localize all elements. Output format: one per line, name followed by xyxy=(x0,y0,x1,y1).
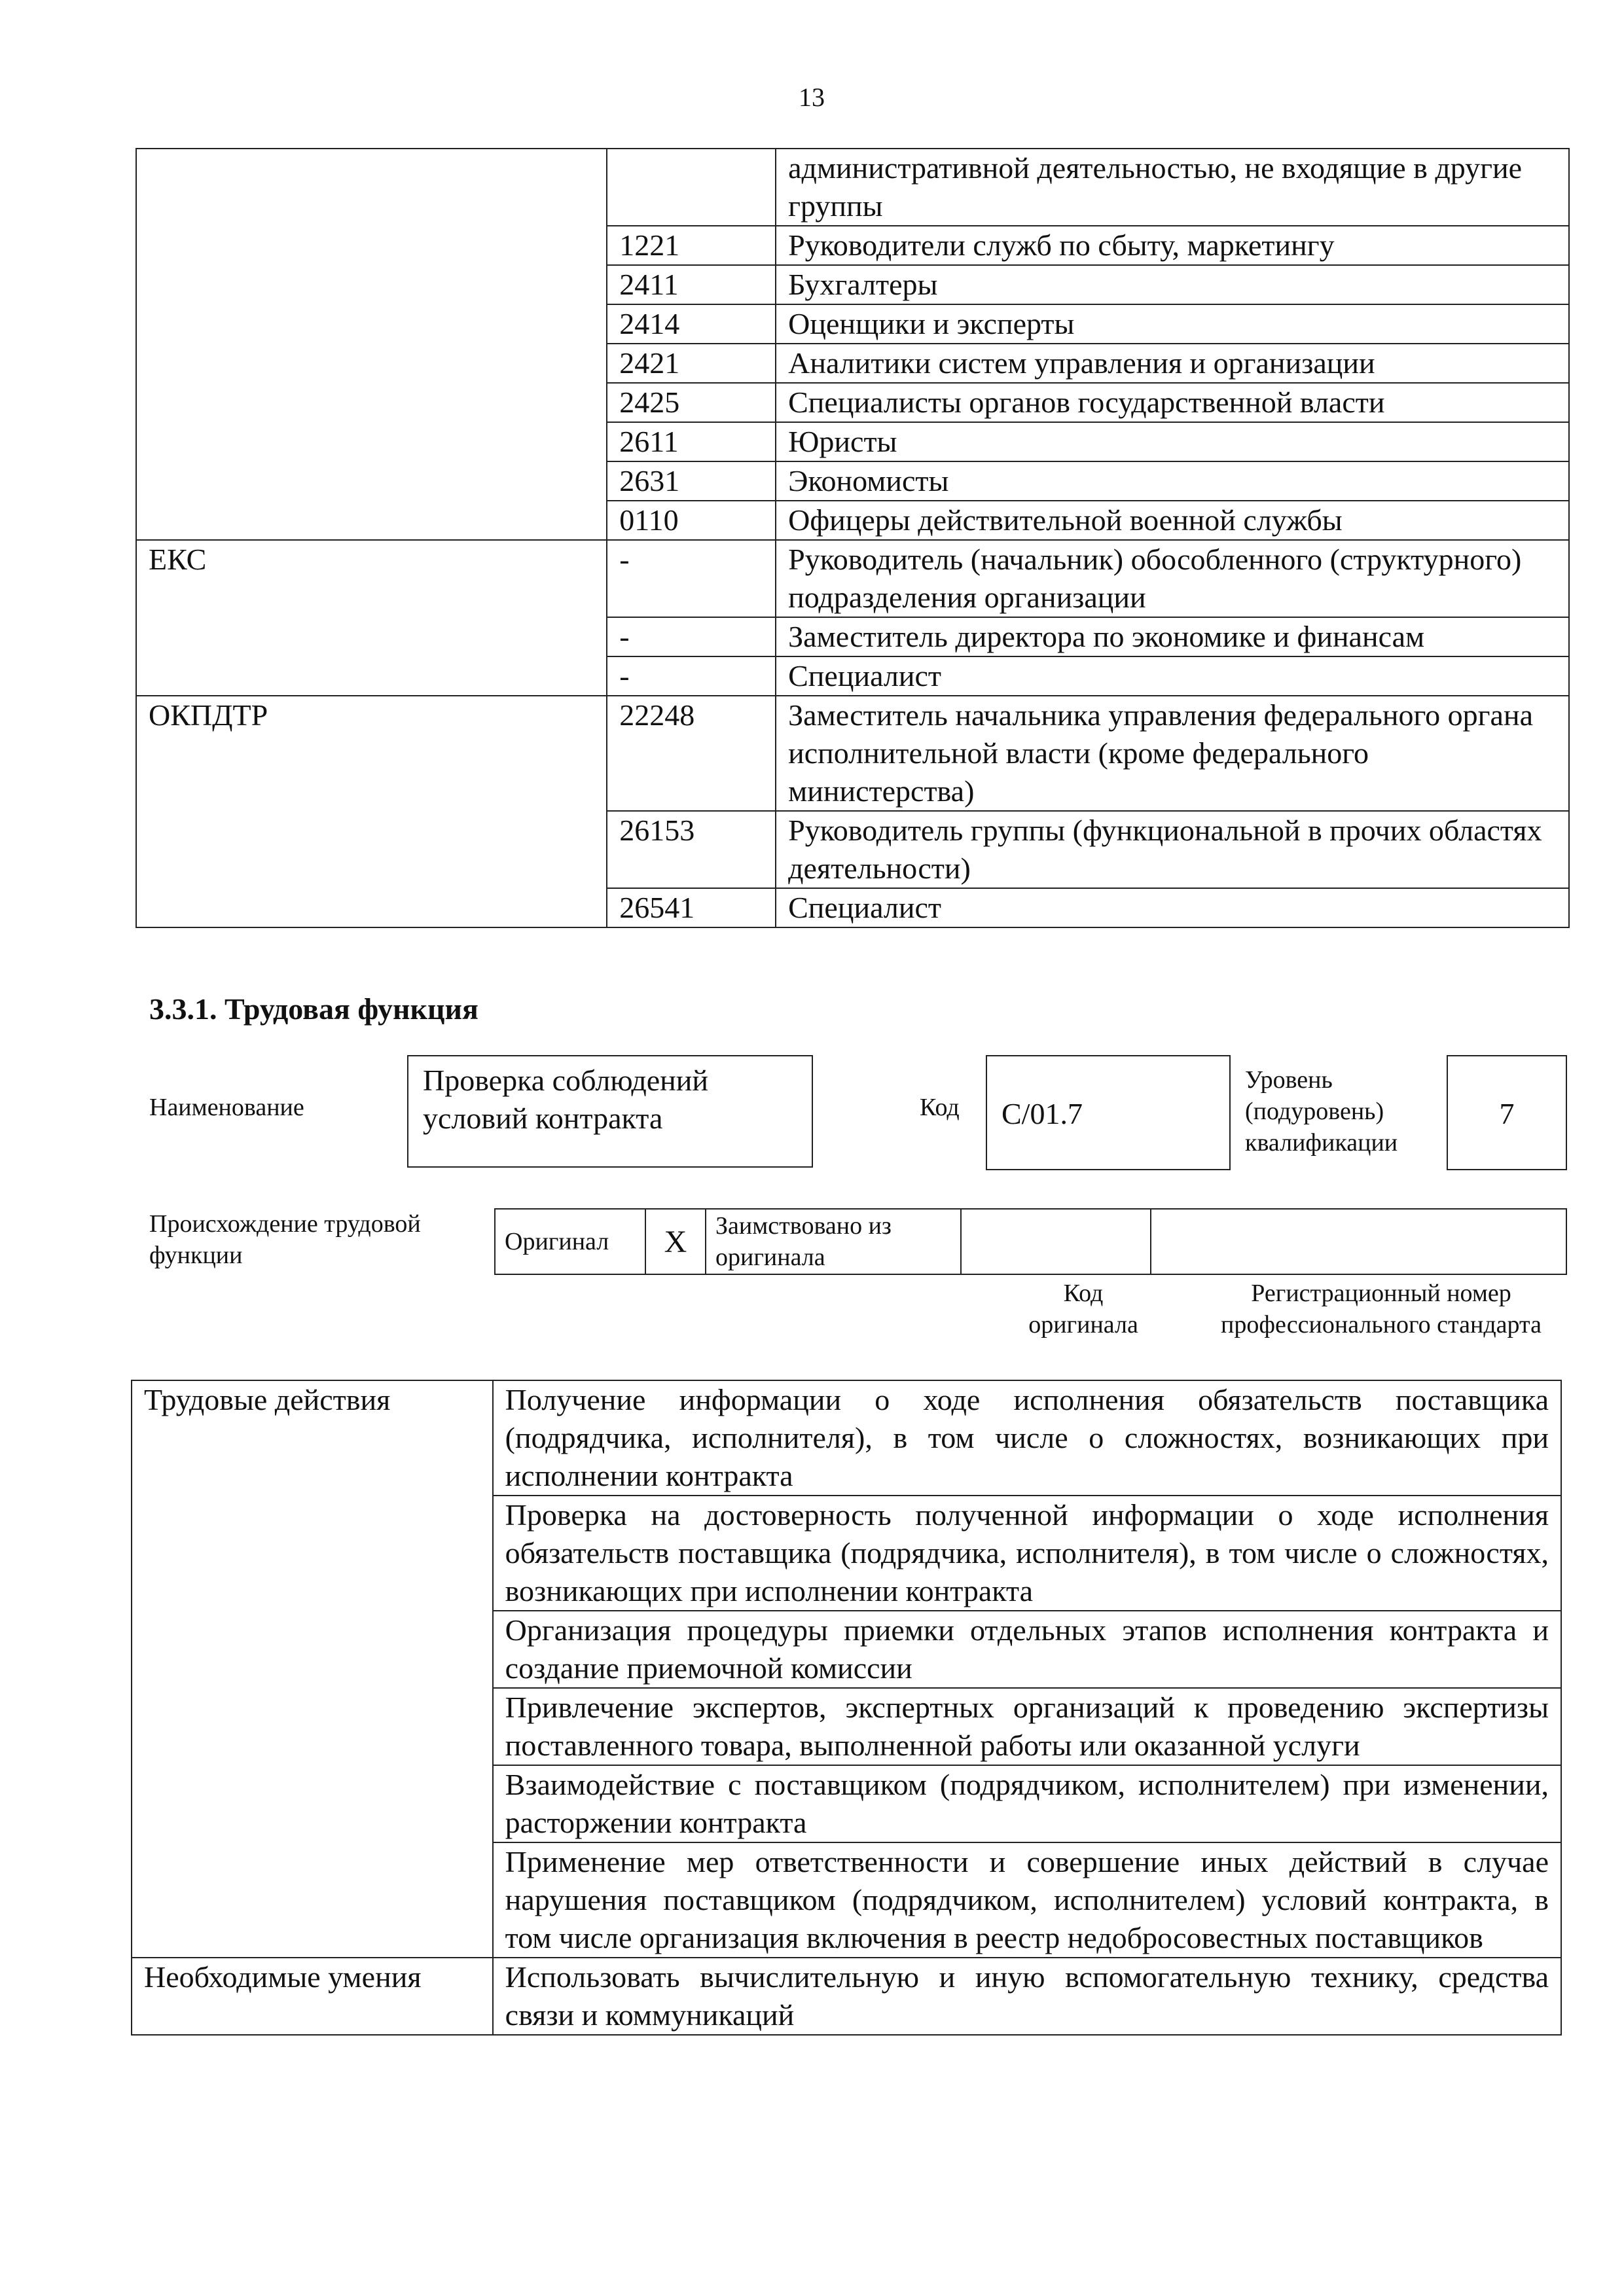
original-code-caption xyxy=(1018,1278,1149,1340)
borrowed-label-line: оригинала xyxy=(715,1244,825,1271)
name-label: Наименование xyxy=(149,1094,304,1121)
code-value-box: C/01.7 xyxy=(986,1055,1231,1170)
action-item: Получение информации о ходе исполнения обязательств поставщика (подрядчика, исполнителя), в том числе о сложностях, возникающих при исполнении контракта xyxy=(493,1380,1561,1496)
name-cell: Руководитель (начальник) обособленного (структурного) подразделения организации xyxy=(776,540,1569,617)
code-cell xyxy=(607,149,776,226)
category-cell: ОКПДТР xyxy=(136,696,607,927)
registration-number-caption xyxy=(1198,1278,1564,1340)
skill-item: Использовать вычислительную и иную вспомогательную технику, средства связи и коммуникаций xyxy=(493,1958,1561,2035)
code-cell: 2421 xyxy=(607,344,776,383)
name-cell: Юристы xyxy=(776,422,1569,461)
borrowed-label xyxy=(706,1209,961,1274)
level-label xyxy=(1245,1064,1398,1158)
origin-label xyxy=(149,1208,421,1271)
name-cell: Оценщики и эксперты xyxy=(776,304,1569,344)
page-number: 13 xyxy=(799,82,825,112)
action-item: Проверка на достоверность полученной информации о ходе исполнения обязательств поставщика (подрядчика, исполнителя), в том числе о сложностях, возникающих при исполнении контракта xyxy=(493,1496,1561,1611)
origin-table xyxy=(494,1208,1567,1275)
level-label-line: Уровень xyxy=(1245,1066,1333,1094)
origin-label-line: Происхождение трудовой xyxy=(149,1210,421,1238)
name-cell: Экономисты xyxy=(776,461,1569,501)
name-cell: Заместитель начальника управления федерального органа исполнительной власти (кроме федерального министерства) xyxy=(776,696,1569,811)
name-cell: Специалист xyxy=(776,888,1569,927)
action-item: Привлечение экспертов, экспертных организаций к проведению экспертизы поставленного товара, выполненной работы или оказанной услуги xyxy=(493,1688,1561,1765)
name-value-box: Проверка соблюдений условий контракта xyxy=(407,1055,813,1168)
table-row xyxy=(136,696,1569,811)
category-cell: ЕКС xyxy=(136,540,607,696)
code-cell: 1221 xyxy=(607,226,776,265)
code-cell: 2414 xyxy=(607,304,776,344)
action-item: Взаимодействие с поставщиком (подрядчиком, исполнителем) при изменении, расторжении контракта xyxy=(493,1765,1561,1842)
origin-label-line: функции xyxy=(149,1242,243,1269)
action-item: Организация процедуры приемки отдельных этапов исполнения контракта и создание приемочной комиссии xyxy=(493,1611,1561,1688)
category-cell xyxy=(136,149,607,540)
classification-table xyxy=(135,148,1570,928)
registration-number-cell xyxy=(1151,1209,1566,1274)
caption-line: Регистрационный номер xyxy=(1251,1280,1511,1307)
caption-line: Код xyxy=(1063,1280,1104,1307)
action-item: Применение мер ответственности и совершение иных действий в случае нарушения поставщиком (подрядчиком, исполнителем) условий контракта, в том числе организация включения в реестр недобросовестных поставщиков xyxy=(493,1842,1561,1958)
original-label: Оригинал xyxy=(495,1209,645,1274)
caption-line: профессионального стандарта xyxy=(1221,1311,1542,1338)
actions-label: Трудовые действия xyxy=(132,1380,493,1958)
level-label-line: (подуровень) xyxy=(1245,1098,1384,1125)
name-cell: Аналитики систем управления и организации xyxy=(776,344,1569,383)
code-label: Код xyxy=(920,1094,960,1121)
table-row xyxy=(132,1380,1561,1496)
code-cell: 2411 xyxy=(607,265,776,304)
original-code-cell xyxy=(961,1209,1151,1274)
name-cell: Специалист xyxy=(776,656,1569,696)
level-label-line: квалификации xyxy=(1245,1129,1398,1157)
code-cell: 26541 xyxy=(607,888,776,927)
table-row xyxy=(136,149,1569,226)
table-row xyxy=(132,1958,1561,2035)
borrowed-label-line: Заимствовано из xyxy=(715,1212,892,1240)
name-cell: Офицеры действительной военной службы xyxy=(776,501,1569,540)
skills-label: Необходимые умения xyxy=(132,1958,493,2035)
code-cell: 22248 xyxy=(607,696,776,811)
code-cell: 26153 xyxy=(607,811,776,888)
table-row xyxy=(495,1209,1566,1274)
code-cell: 0110 xyxy=(607,501,776,540)
caption-line: оригинала xyxy=(1028,1311,1138,1338)
code-cell: - xyxy=(607,656,776,696)
name-cell: административной деятельностью, не входящие в другие группы xyxy=(776,149,1569,226)
name-cell: Руководители служб по сбыту, маркетингу xyxy=(776,226,1569,265)
labor-actions-table xyxy=(131,1380,1562,2036)
code-cell: 2425 xyxy=(607,383,776,422)
name-cell: Заместитель директора по экономике и финансам xyxy=(776,617,1569,656)
table-row xyxy=(136,540,1569,617)
code-cell: - xyxy=(607,540,776,617)
original-mark: X xyxy=(645,1209,706,1274)
section-title: 3.3.1. Трудовая функция xyxy=(149,992,478,1026)
code-cell: - xyxy=(607,617,776,656)
name-cell: Бухгалтеры xyxy=(776,265,1569,304)
level-value-box: 7 xyxy=(1447,1055,1567,1170)
name-cell: Специалисты органов государственной власти xyxy=(776,383,1569,422)
code-cell: 2631 xyxy=(607,461,776,501)
name-cell: Руководитель группы (функциональной в прочих областях деятельности) xyxy=(776,811,1569,888)
code-cell: 2611 xyxy=(607,422,776,461)
